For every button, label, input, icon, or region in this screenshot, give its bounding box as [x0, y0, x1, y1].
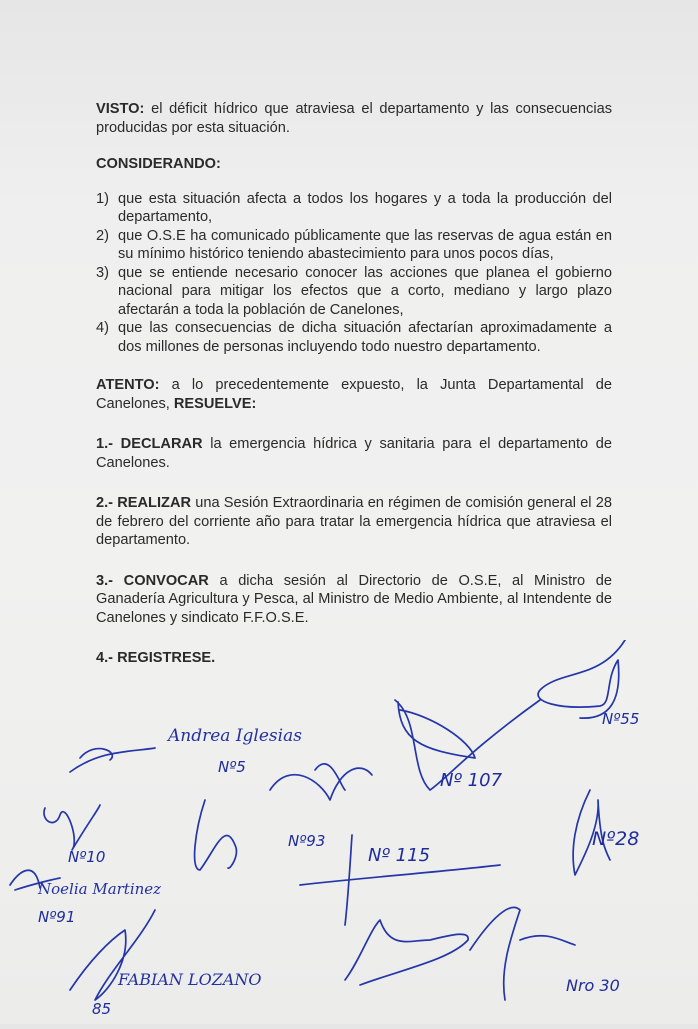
resolution-number: 4.-	[96, 650, 114, 666]
considerando-item	[96, 227, 612, 264]
signature-5-stroke	[270, 764, 372, 800]
atento-paragraph	[96, 376, 612, 413]
signature-2-stroke	[538, 640, 625, 718]
signature-9-name: FABIAN LOZANO	[118, 970, 262, 989]
resolution-number: 2.-	[96, 495, 114, 511]
signature-1-name: Andrea Iglesias	[168, 726, 302, 746]
resuelve-label: RESUELVE:	[173, 395, 257, 412]
signature-5-number: Nº93	[288, 832, 326, 850]
resolution-text: a dicha sesión al Directorio de O.S.E, al Ministro de Ganadería Agricultura y Pesca, al Ministro de Medio Ambiente, al Intendente de Canelones y sindicato F.F.O.S.E.	[96, 572, 612, 626]
signature-2-number: Nº55	[602, 710, 640, 728]
resolution-3	[96, 572, 612, 628]
signature-9-number: 85	[92, 1000, 112, 1018]
resolution-number: 3.-	[96, 572, 114, 589]
resolution-verb: CONVOCAR	[123, 572, 209, 589]
item-number: 2)	[96, 227, 109, 244]
item-text: que esta situación afecta a todos los hogares y a toda la producción del departamento,	[118, 190, 612, 225]
considerando-item	[96, 190, 612, 227]
signature-4-stroke	[44, 805, 100, 850]
signature-8-name: Noelia Martinez	[38, 880, 162, 898]
signature-3-number: Nº 107	[440, 770, 503, 791]
resolution-verb: REALIZAR	[117, 495, 192, 511]
signature-8-number: Nº91	[38, 908, 76, 926]
signature-mid-stroke	[195, 800, 237, 870]
resolution-2	[96, 494, 612, 550]
signature-4-number: Nº10	[68, 848, 106, 866]
item-text: que las consecuencias de dicha situación afectarían aproximadamente a dos millones de personas incluyendo todo nuestro departamento.	[118, 320, 612, 355]
visto-label: VISTO:	[96, 101, 145, 117]
signature-10-number: Nro 30	[566, 976, 620, 995]
signature-7-number: Nº28	[592, 828, 640, 850]
signature-10-stroke	[470, 907, 575, 1000]
item-number: 3)	[96, 264, 109, 281]
signature-center-stroke	[345, 920, 468, 985]
considerando-list	[96, 190, 612, 357]
considerando-heading: CONSIDERANDO:	[96, 156, 221, 172]
resolution-verb: DECLARAR	[120, 436, 203, 452]
considerando-item	[96, 264, 612, 320]
signature-1-stroke	[70, 748, 155, 772]
resolution-verb: REGISTRESE.	[117, 650, 216, 666]
resolution-text: la emergencia hídrica y sanitaria para el departamento de Canelones.	[96, 436, 612, 471]
signatures-area	[0, 640, 698, 1024]
visto-text: el déficit hídrico que atraviesa el departamento y las consecuencias producidas por esta situación.	[96, 101, 612, 136]
item-text: que O.S.E ha comunicado públicamente que las reservas de agua están en su mínimo histórico teniendo abastecimiento para unos pocos días,	[118, 227, 612, 262]
resolution-1	[96, 435, 612, 472]
item-number: 1)	[96, 190, 109, 207]
resolution-number: 1.-	[96, 436, 114, 452]
considerando-item	[96, 319, 612, 356]
item-text: que se entiende necesario conocer las acciones que planea el gobierno nacional para mitigar los efectos que a corto, mediano y largo plazo afectarán a toda la población de Canelones,	[118, 264, 612, 318]
signature-6-number: Nº 115	[368, 845, 431, 866]
resolution-text: una Sesión Extraordinaria en régimen de comisión general el 28 de febrero del corriente año para tratar la emergencia hídrica que atraviesa el departamento.	[96, 495, 612, 548]
visto-paragraph	[96, 100, 612, 137]
signature-1-number: Nº5	[218, 758, 246, 776]
atento-text: a lo precedentemente expuesto, la Junta Departamental de Canelones,	[96, 377, 612, 412]
item-number: 4)	[96, 320, 109, 336]
atento-label: ATENTO:	[96, 377, 160, 393]
document-body	[96, 100, 612, 668]
